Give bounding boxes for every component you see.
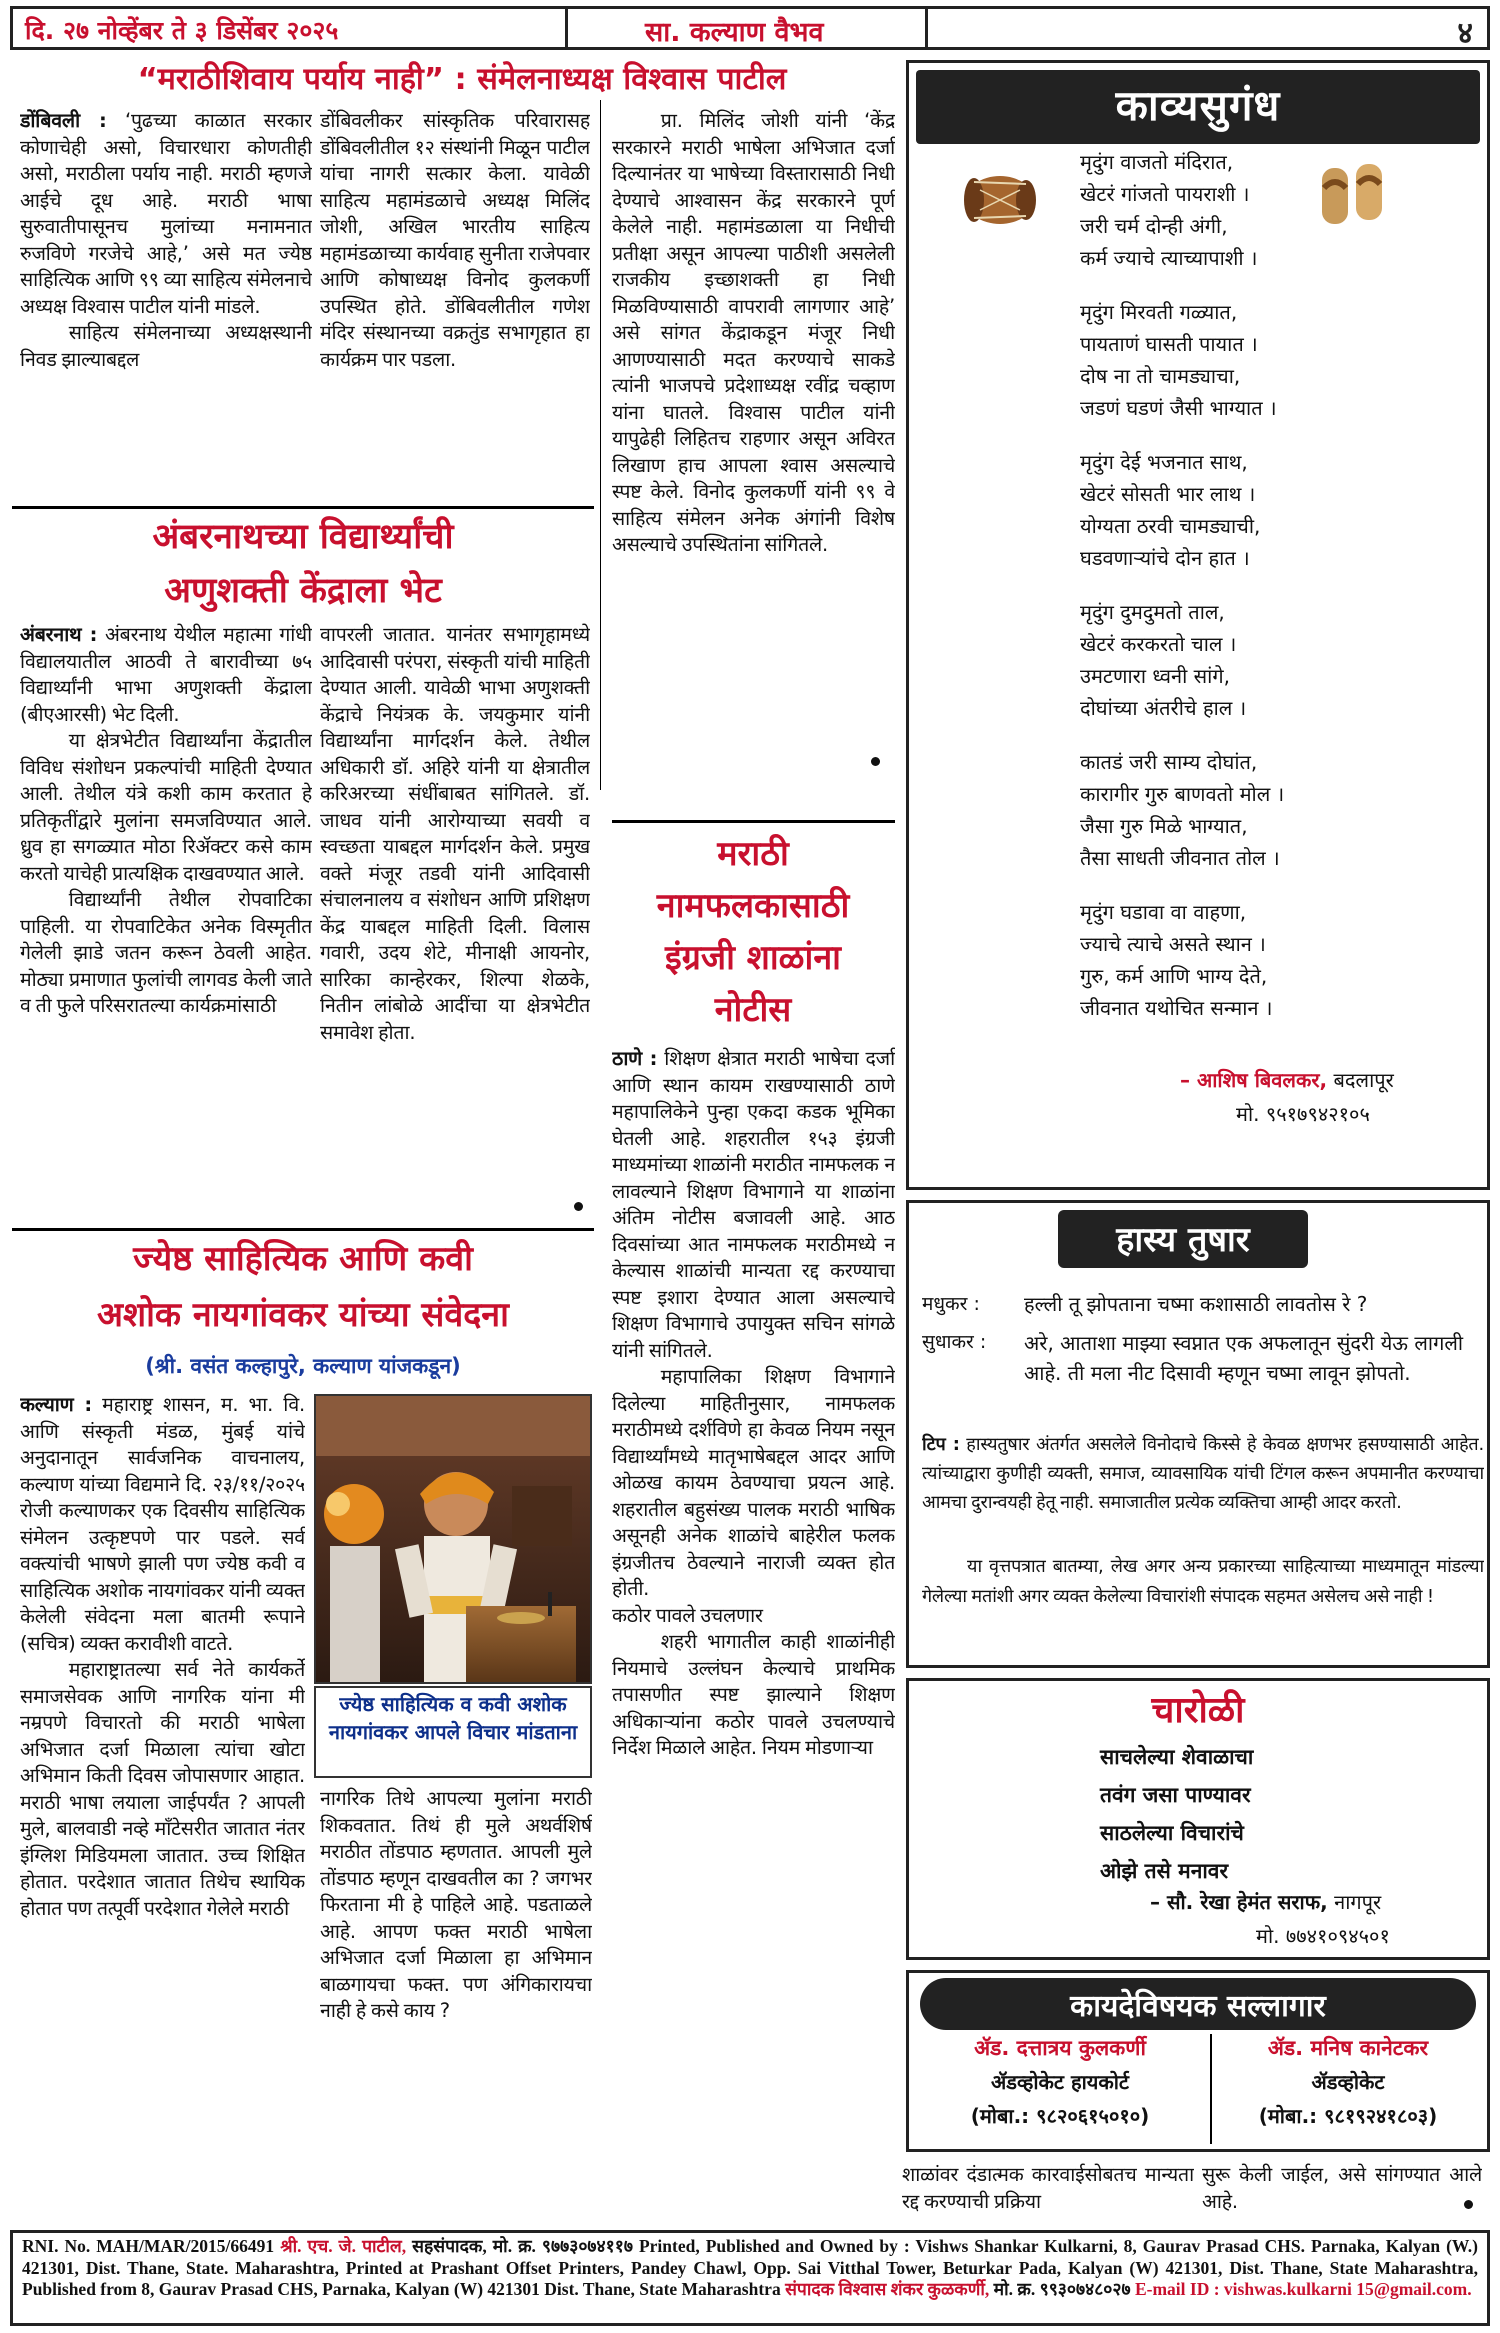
issue-date: दि. २७ नोव्हेंबर ते ३ डिसेंबर २०२५ (25, 16, 339, 45)
article4-headline-line4: नोटीस (714, 990, 792, 1030)
article2-headline-line2: अणुशक्ती केंद्राला भेट (164, 571, 442, 611)
article4-headline-line2: नामफलकासाठी (656, 886, 850, 926)
article4-subhead: कठोर पावले उचलणार (612, 1603, 763, 1627)
charoli-title: चारोळी (1151, 1690, 1245, 1731)
lawyer1-role: ॲडव्होकेट हायकोर्ट (991, 2070, 1129, 2094)
photo-caption: ज्येष्ठ साहित्यिक व कवी अशोक नायगांवकर आपले विचार मांडताना (314, 1686, 592, 1778)
poem-stanza: मृदुंग देई भजनात साथ, खेटरं सोसती भार लाथ । योग्यता ठरवी चामड्याची, घडवणाऱ्यांचे दोन हात । (1080, 450, 1261, 570)
lawyer2-name: ॲड. मनिष कानेटकर (1267, 2036, 1429, 2060)
poem-title: काव्यसुगंध (1115, 81, 1281, 130)
article1-end-bullet (871, 757, 880, 766)
article4-headline-line1: मराठी (717, 834, 789, 874)
article1-col1: डोंबिवली : ‘पुढच्या काळात सरकार कोणाचेही असो, विचारधारा कोणतीही असो, मराठीला पर्याय नाही. मराठी म्हणजे आईचे दूध आहे. मराठी भाषा सुरुवातीपासूनच मुलांच्या मनामनात रुजविणे गरजेचे आहे,’ असे मत ज्येष्ठ साहित्यिक आणि ९९ व्या साहित्य संमेलनाचे अध्यक्ष विश्वास पाटील यांनी मांडले. साहित्य संमेलनाच्या अध्यक्षस्थानी निवड झाल्याबद्दल (20, 109, 312, 371)
article2-end-bullet (574, 1202, 583, 1211)
charoli-mobile: मो. ७७४१०९४५०१ (1256, 1924, 1390, 1948)
article3-byline: (श्री. वसंत कल्हापुरे, कल्याण यांजकडून) (145, 1354, 461, 1378)
legal-title: कायदेविषयक सल्लागार (1070, 1989, 1326, 2024)
humor-tip: टिप : हास्यतुषार अंतर्गत असलेले विनोदाचे किस्से हे केवळ क्षणभर हसण्यासाठी आहेत. त्यांच्याद्वारा कुणीही व्यक्ती, समाज, व्यावसायिक यांची टिंगल करून अपमानीत करण्याचा आमचा दुरान्वयही हेतू नाही. समाजातील प्रत्येक व्यक्तिचा आम्ही आदर करतो. (922, 1434, 1484, 1513)
article4-end-bullet (1464, 2200, 1473, 2209)
humor-title-banner (1058, 1210, 1308, 1268)
article2-headline-line1: अंबरनाथच्या विद्यार्थ्यांची (152, 517, 454, 557)
lawyer2-mobile: (मोबा.: ९८१९२४१८०३) (1258, 2104, 1438, 2128)
poem-author: – आशिष बिवलकर, बदलापूर (1180, 1068, 1394, 1092)
article4-dateline: ठाणे : (612, 1047, 658, 1070)
article4-tail-left: शाळांवर दंडात्मक कारवाईसोबतच मान्यता रद्द करण्याची प्रक्रिया (902, 2163, 1194, 2213)
mridang-drum-icon (960, 160, 1040, 238)
poem-mobile: मो. ९५१७९४२१०५ (1236, 1102, 1370, 1126)
imprint-text: RNI. No. MAH/MAR/2015/66491 श्री. एच. जे. पाटील, सहसंपादक, मो. क्र. ९७७३०७४११७ Printed, Published and Owned by : Vishws Shankar Kulkarni, 8, Gaurav Prasad CHS. Parnaka, Kalyan (W.) 421301, Dist. Thane, State. Maharashtra, Printed at Prashant Offset Printers, Pandey Chawl, Opp. Sai Vitthal Tower, Beturkar Pada, Kalyan (W) 421301, Dist. Thane, State Maharashtra, Published from 8, Gaurav Prasad CHS, Parnaka, Kalyan (W) 421301 Dist. Thane, State Maharashtra संपादक विश्वास शंकर कुळकर्णी, मो. क्र. ९९३०७४८०२७ E-mail ID : vishwas.kulkarni 15@gmail.com. (22, 2236, 1478, 2299)
article1-dateline: डोंबिवली : (20, 109, 107, 132)
lawyer1-mobile: (मोबा.: ९८२०६१५०१०) (970, 2104, 1150, 2128)
legal-title-banner (920, 1978, 1476, 2030)
humor-speaker-1: मधुकर : (922, 1293, 980, 1315)
article4-headline-line3: इंग्रजी शाळांना (665, 938, 841, 978)
humor-line-1: हल्ली तू झोपताना चष्मा कशासाठी लावतोस रे ? (1024, 1292, 1368, 1316)
article1-headline: “मराठीशिवाय पर्याय नाही” : संमेलनाध्यक्ष विश्वास पाटील (137, 62, 787, 97)
paper-name: सा. कल्याण वैभव (645, 17, 824, 48)
poem-stanza: कातडं जरी साम्य दोघांत, कारागीर गुरु बाणवतो मोल । जैसा गुरु मिळे भाग्यात, तैसा साधती जीवनात तोल । (1080, 750, 1285, 870)
article3-headline-line2: अशोक नायगांवकर यांच्या संवेदना (97, 1295, 509, 1335)
article4-tail-right: सुरू केली जाईल, असे सांगण्यात आले आहे. (1202, 2163, 1482, 2213)
poem-stanza: मृदुंग दुमदुमतो ताल, खेटरं करकरतो चाल । उमटणारा ध्वनी सांगे, दोघांच्या अंतरीचे हाल । (1080, 600, 1247, 720)
humor-line-2: अरे, आताशा माझ्या स्वप्नात एक अफलातून सुंदरी येऊ लागली आहे. ती मला नीट दिसावी म्हणून चष्मा लावून झोपतो. (1024, 1331, 1464, 1385)
article1-col2: डोंबिवलीकर सांस्कृतिक परिवारासह डोंबिवलीतील १२ संस्थांनी मिळून पाटील यांचा नागरी सत्कार केला. यावेळी साहित्य महामंडळाचे अध्यक्ष मिलिंद जोशी, अखिल भारतीय साहित्य महामंडळाच्या कार्यवाह सुनीता राजेपवार आणि कोषाध्यक्ष विनोद कुलकर्णी उपस्थित होते. डोंबिवलीतील गणेश मंदिर संस्थानच्या वक्रतुंड सभागृहात हा कार्यक्रम पार पडला. (320, 109, 590, 371)
poem-stanza: मृदुंग वाजतो मंदिरात, खेटरं गांजतो पायराशी । जरी चर्म दोन्ही अंगी, कर्म ज्याचे त्याच्यापाशी । (1080, 150, 1258, 270)
lawyer2-role: ॲडव्होकेट (1311, 2070, 1385, 2094)
page-header (10, 6, 1490, 50)
article2-col2: वापरली जातात. यानंतर सभागृहामध्ये आदिवासी परंपरा, संस्कृती यांची माहिती देण्यात आली. यावेळी भाभा अणुशक्ती केंद्राचे नियंत्रक के. जयकुमार यांनी विद्यार्थ्यांना मार्गदर्शन केले. तेथील अधिकारी डॉ. अहिरे यांनी या क्षेत्रातील करिअरच्या संधींबाबत सांगितले. डॉ. जाधव यांनी आरोग्याच्या सवयी व स्वच्छता याबद्दल मार्गदर्शन केले. प्रमुख वक्ते मंजूर तडवी यांनी आदिवासी संचालनालय व संशोधन आणि प्रशिक्षण केंद्र याबद्दल माहिती दिली. विलास गवारी, उदय शेटे, मीनाक्षी आयनोर, सारिका कान्हेरकर, शिल्पा शेळके, नितीन लांबोळे आदींचा या क्षेत्रभेटीत समावेश होता. (320, 623, 590, 1044)
article3-headline-line1: ज्येष्ठ साहित्यिक आणि कवी (133, 1239, 473, 1279)
poem-stanza: मृदुंग मिरवती गळ्यात, पायताणं घासती पायात । दोष ना तो चामड्याचा, जडणं घडणं जैसी भाग्यात । (1080, 300, 1277, 420)
speaker-photo-illustration (316, 1396, 590, 1682)
article1-col3: प्रा. मिलिंद जोशी यांनी ‘केंद्र सरकारने मराठी भाषेला अभिजात दर्जा दिल्यानंतर या भाषेच्या विस्तारासाठी निधी देण्याचे आश्वासन केंद्र सरकारने पूर्ण केलेले नाही. महामंडळाला या निधीची प्रतीक्षा असून आपल्या पाठीशी असलेली राजकीय इच्छाशक्ती हा निधी मिळविण्यासाठी वापरावी लागणार आहे’ असे सांगत केंद्राकडून मंजूर निधी आणण्यासाठी मदत करण्याचे साकडे त्यांनी भाजपचे प्रदेशाध्यक्ष रवींद्र चव्हाण यांना घातले. विश्वास पाटील यांनी यापुढेही लिहितच राहणार असून अविरत लिखाण हाच आपला श्वास असल्याचे स्पष्ट केले. विनोद कुलकर्णी यांनी ९९ वे साहित्य संमेलन अनेक अंगांनी विशेष असल्याचे उपस्थितांना सांगितले. (612, 109, 895, 556)
charoli-lines: साचलेल्या शेवाळाचा तवंग जसा पाण्यावर साठलेल्या विचारांचे ओझे तसे मनावर (1100, 1745, 1254, 1883)
humor-speaker-2: सुधाकर : (922, 1331, 987, 1353)
page-number: ४ (1457, 16, 1473, 51)
article2-dateline: अंबरनाथ : (20, 623, 98, 646)
charoli-author: – सौ. रेखा हेमंत सराफ, नागपूर (1150, 1890, 1382, 1914)
article4-body: ठाणे : शिक्षण क्षेत्रात मराठी भाषेचा दर्जा आणि स्थान कायम राखण्यासाठी ठाणे महापालिकेने पुन्हा एकदा कडक भूमिका घेतली आहे. शहरातील १५३ इंग्रजी माध्यमांच्या शाळांनी मराठीत नामफलक न लावल्याने शिक्षण विभागाने या शाळांना अंतिम नोटीस बजावली आहे. आठ दिवसांच्या आत नामफलक मराठीमध्ये न केल्यास शाळांची मान्यता रद्द करण्याचा स्पष्ट इशारा देण्यात आला असल्याचे शिक्षण विभागाचे उपायुक्त सचिन सांगळे यांनी सांगितले. महापालिका शिक्षण विभागाने दिलेल्या माहितीनुसार, नामफलक मराठीमध्ये दर्शविणे हा केवळ नियम नसून विद्यार्थ्यांमध्ये मातृभाषेबद्दल आदर आणि ओळख कायम ठेवण्याचा प्रयत्न आहे. शहरातील बहुसंख्य पालक मराठी भाषिक असूनही अनेक शाळांचे बाहेरील फलक इंग्रजीतच ठेवल्याने नाराजी व्यक्त होत होती. कठोर पावले उचलणार शहरी भागातील काही शाळांनीही नियमाचे उल्लंघन केल्याचे प्राथमिक तपासणीत स्पष्ट झाल्याने शिक्षण अधिकाऱ्यांना कठोर पावले उचलण्याचे निर्देश मिळाले आहेत. नियम मोडणाऱ्या (612, 1047, 895, 1759)
editor-disclaimer: या वृत्तपत्रात बातम्या, लेख अगर अन्य प्रकारच्या साहित्याच्या माध्यमातून मांडल्या गेलेल्या मतांशी अगर व्यक्त केलेल्या विचारांशी संपादक सहमत असेलच असे नाही ! (922, 1556, 1484, 1607)
news-photo (314, 1394, 592, 1684)
poem-title-banner (916, 70, 1480, 144)
humor-title: हास्य तुषार (1116, 1220, 1250, 1260)
poem-body (1080, 146, 1380, 1024)
article2-col1: अंबरनाथ : अंबरनाथ येथील महात्मा गांधी विद्यालयातील आठवी ते बारावीच्या ७५ विद्यार्थ्यांनी भाभा अणुशक्ती केंद्राला (बीएआरसी) भेट दिली. या क्षेत्रभेटीत विद्यार्थ्यांना केंद्रातील विविध संशोधन प्रकल्पांची माहिती देण्यात आली. तेथील यंत्रे कशी काम करतात हे प्रतिकृतींद्वारे मुलांना समजविण्यात आले. ध्रुव हा सगळ्यात मोठा रिॲक्टर कसे काम करतो याचेही प्रात्यक्षिक दाखवण्यात आले. विद्यार्थ्यांनी तेथील रोपवाटिका पाहिली. या रोपवाटिकेत अनेक विस्मृतीत गेलेली झाडे जतन करून ठेवली आहेत. मोठ्या प्रमाणात फुलांची लागवड केली जाते व ती फुले परिसरातल्या कार्यक्रमांसाठी (20, 623, 312, 1017)
poem-stanza: मृदुंग घडावा वा वाहणा, ज्याचे त्याचे असते स्थान । गुरु, कर्म आणि भाग्य देते, जीवनात यथोचित सन्मान । (1080, 900, 1273, 1020)
lawyer1-name: ॲड. दत्तात्रय कुलकर्णी (974, 2036, 1146, 2060)
article3-col2: नागरिक तिथे आपल्या मुलांना मराठी शिकवतात. तिथं ही मुले अथर्वशिर्ष मराठीत तोंडपाठ म्हणतात. आपली मुले तोंडपाठ म्हणून दाखवतील का ? जगभर फिरताना मी हे पाहिले आहे. पडताळले आहे. आपण फक्त मराठी भाषेला अभिजात दर्जा मिळाला हा अभिमान बाळगायचा फक्त. पण अंगिकारायचा नाही हे कसे काय ? (320, 1787, 592, 2022)
article3-col1: कल्याण : महाराष्ट्र शासन, म. भा. वि. आणि संस्कृती मंडळ, मुंबई यांचे अनुदानातून सार्वजनिक वाचनालय, कल्याण यांच्या विद्यमाने दि. २३/११/२०२५ रोजी कल्याणकर एक दिवसीय साहित्यिक संमेलन उत्कृष्टपणे पार पडले. सर्व वक्त्यांची भाषणे झाली पण ज्येष्ठ कवी व साहित्यिक अशोक नायगांवकर यांनी व्यक्त केलेली संवेदना मला बातमी रूपाने (सचित्र) व्यक्त करावीशी वाटते. महाराष्ट्रातल्या सर्व नेते कार्यकर्ते समाजसेवक आणि नागरिक यांना मी नम्रपणे विचारतो की मराठी भाषेला अभिजात दर्जा मिळाला त्यांचा खोटा अभिमान किती दिवस जोपासणार आहात. मराठी भाषा लयाला जाईपर्यंत ? आपली मुले, बालवाडी नव्हे मॉंटेसरीत जातात नंतर इंग्लिश मिडियमला जातात. उच्च शिक्षित होतात. परदेशात जातात तिथेच स्थायिक होतात पण तत्पूर्वी परदेशात गेलेले मराठी (20, 1393, 305, 1920)
article3-dateline: कल्याण : (20, 1393, 92, 1416)
